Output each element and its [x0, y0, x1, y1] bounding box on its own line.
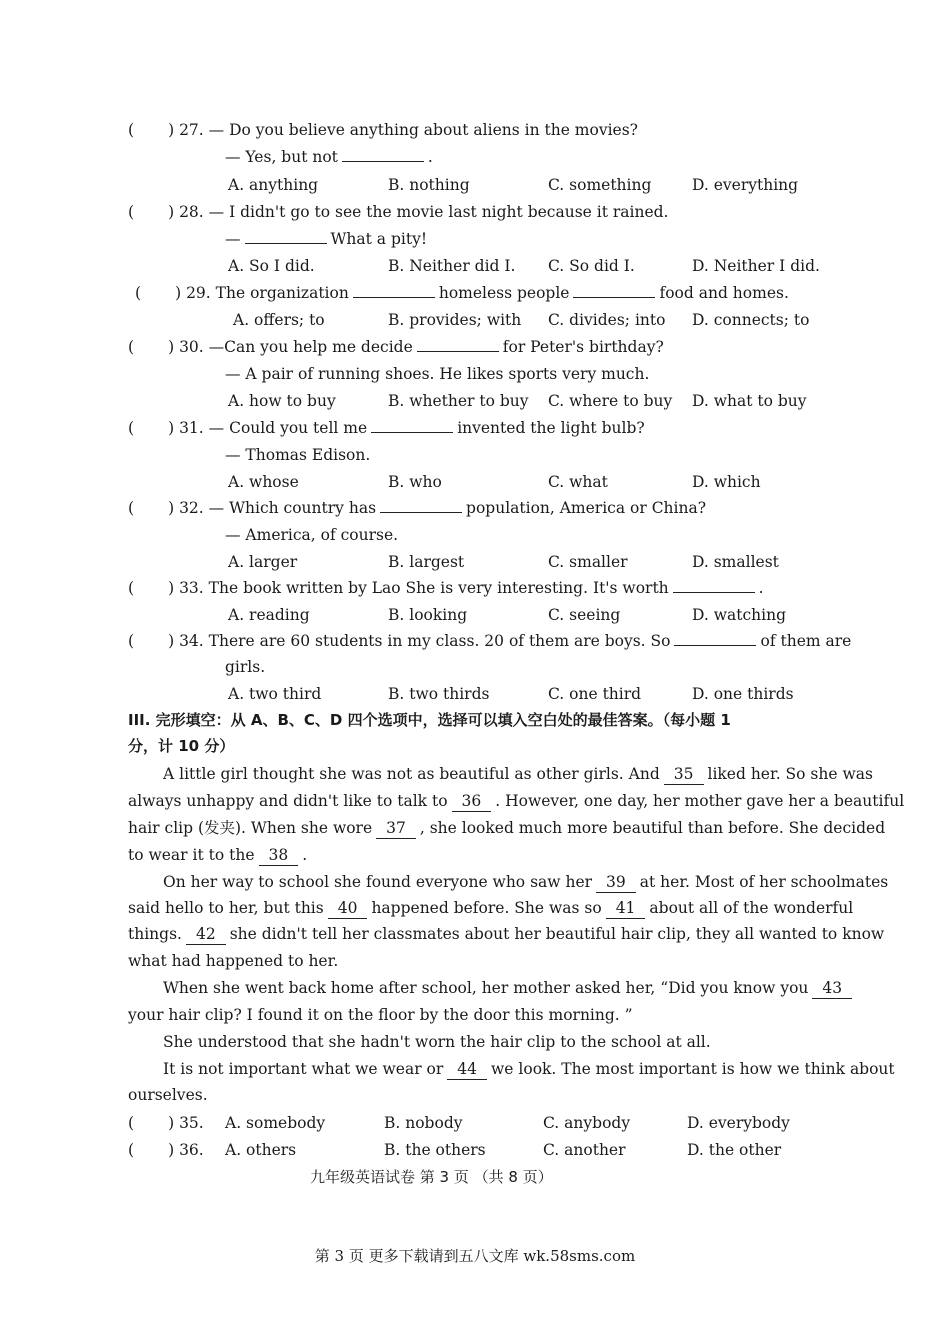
question-30-response: — A pair of running shoes. He likes sports very much.: [225, 365, 650, 383]
question-31: ( ) 31. — Could you tell me invented the light bulb?: [128, 419, 645, 437]
cloze-blank-43: 43: [812, 978, 852, 999]
option-c: C. what: [548, 473, 608, 491]
question-35: ( ) 35.: [128, 1114, 204, 1132]
passage-line: ourselves.: [128, 1086, 208, 1104]
option-c: C. So did I.: [548, 257, 635, 275]
passage-line: She understood that she hadn't worn the hair clip to the school at all.: [163, 1033, 711, 1051]
question-27: ( ) 27. — Do you believe anything about aliens in the movies?: [128, 121, 638, 139]
question-27-response: — Yes, but not .: [225, 148, 433, 166]
cloze-blank-44: 44: [447, 1059, 487, 1080]
question-28: ( ) 28. — I didn't go to see the movie last night because it rained.: [128, 203, 669, 221]
option-c: C. seeing: [548, 606, 621, 624]
question-32-response: — America, of course.: [225, 526, 399, 544]
cloze-blank-36: 36: [452, 791, 492, 812]
option-c: C. something: [548, 176, 652, 194]
option-b: B. Neither did I.: [388, 257, 516, 275]
option-c: C. smaller: [548, 553, 628, 571]
option-c: C. one third: [548, 685, 642, 703]
option-a: A. two third: [228, 685, 322, 703]
section-heading: III. 完形填空：从 A、B、C、D 四个选项中，选择可以填入空白处的最佳答案。（每小题 1: [128, 711, 731, 729]
option-d: D. everybody: [687, 1114, 790, 1132]
answer-blank: [417, 337, 499, 352]
page-footer: 九年级英语试卷 第 3 页 （共 8 页）: [310, 1168, 553, 1186]
option-b: B. nobody: [384, 1114, 463, 1132]
answer-blank: [573, 283, 655, 298]
question-34: ( ) 34. There are 60 students in my class. 20 of them are boys. So of them are: [128, 632, 852, 650]
option-c: C. where to buy: [548, 392, 673, 410]
cloze-blank-42: 42: [186, 924, 226, 945]
answer-blank: [673, 578, 755, 593]
answer-blank: [674, 631, 756, 646]
cloze-blank-38: 38: [259, 845, 299, 866]
question-36: ( ) 36.: [128, 1141, 204, 1159]
passage-line: said hello to her, but this 40 happened before. She was so 41 about all of the wonderful: [128, 899, 854, 917]
passage-line: A little girl thought she was not as beautiful as other girls. And 35 liked her. So she was: [163, 765, 873, 783]
answer-blank: [353, 283, 435, 298]
question-34-continued: girls.: [225, 658, 266, 676]
site-footer: 第 3 页 更多下载请到五八文库 wk.58sms.com: [314, 1247, 636, 1265]
question-32: ( ) 32. — Which country has population, America or China?: [128, 499, 707, 517]
passage-line: your hair clip? I found it on the floor by the door this morning. ”: [128, 1006, 633, 1024]
option-d: D. connects; to: [692, 311, 810, 329]
option-c: C. another: [543, 1141, 626, 1159]
passage-line: When she went back home after school, her mother asked her, “Did you know you 43: [163, 978, 856, 999]
option-d: D. the other: [687, 1141, 782, 1159]
option-d: D. what to buy: [692, 392, 807, 410]
option-a: A. others: [225, 1141, 297, 1159]
cloze-blank-37: 37: [376, 818, 416, 839]
section-heading-continued: 分，计 10 分）: [128, 737, 235, 755]
passage-line: On her way to school she found everyone who saw her 39 at her. Most of her schoolmates: [163, 873, 889, 891]
option-a: A. offers; to: [233, 311, 325, 329]
passage-line: things. 42 she didn't tell her classmates about her beautiful hair clip, they all wanted to know: [128, 925, 885, 943]
option-a: A. somebody: [225, 1114, 326, 1132]
option-b: B. nothing: [388, 176, 470, 194]
option-b: B. whether to buy: [388, 392, 529, 410]
question-29: ( ) 29. The organization homeless people food and homes.: [135, 284, 789, 302]
question-28-response: — What a pity!: [225, 230, 428, 248]
option-d: D. watching: [692, 606, 786, 624]
option-a: A. anything: [228, 176, 319, 194]
option-d: D. one thirds: [692, 685, 794, 703]
option-d: D. Neither I did.: [692, 257, 820, 275]
passage-line: always unhappy and didn't like to talk to 36 . However, one day, her mother gave her a beautiful: [128, 792, 905, 810]
question-31-response: — Thomas Edison.: [225, 446, 371, 464]
answer-blank: [380, 498, 462, 513]
option-d: D. which: [692, 473, 761, 491]
cloze-blank-39: 39: [596, 872, 636, 893]
option-d: D. everything: [692, 176, 799, 194]
option-b: B. provides; with: [388, 311, 522, 329]
option-b: B. who: [388, 473, 442, 491]
option-a: A. So I did.: [228, 257, 315, 275]
question-30: ( ) 30. —Can you help me decide for Peter's birthday?: [128, 338, 664, 356]
option-b: B. the others: [384, 1141, 486, 1159]
cloze-blank-41: 41: [606, 898, 646, 919]
question-33: ( ) 33. The book written by Lao She is very interesting. It's worth .: [128, 579, 764, 597]
option-b: B. largest: [388, 553, 465, 571]
answer-blank: [342, 147, 424, 162]
option-a: A. whose: [228, 473, 299, 491]
option-d: D. smallest: [692, 553, 779, 571]
cloze-blank-40: 40: [328, 898, 368, 919]
option-c: C. anybody: [543, 1114, 631, 1132]
option-b: B. looking: [388, 606, 468, 624]
passage-line: It is not important what we wear or 44 we look. The most important is how we think about: [163, 1060, 895, 1078]
passage-line: what had happened to her.: [128, 952, 339, 970]
passage-line: to wear it to the 38 .: [128, 846, 308, 864]
answer-blank: [371, 418, 453, 433]
option-a: A. reading: [228, 606, 310, 624]
passage-line: hair clip (发夹). When she wore 37 , she looked much more beautiful than before. She decided: [128, 819, 886, 837]
option-b: B. two thirds: [388, 685, 490, 703]
option-a: A. how to buy: [228, 392, 336, 410]
cloze-blank-35: 35: [664, 764, 704, 785]
answer-blank: [245, 229, 327, 244]
option-c: C. divides; into: [548, 311, 666, 329]
option-a: A. larger: [228, 553, 298, 571]
